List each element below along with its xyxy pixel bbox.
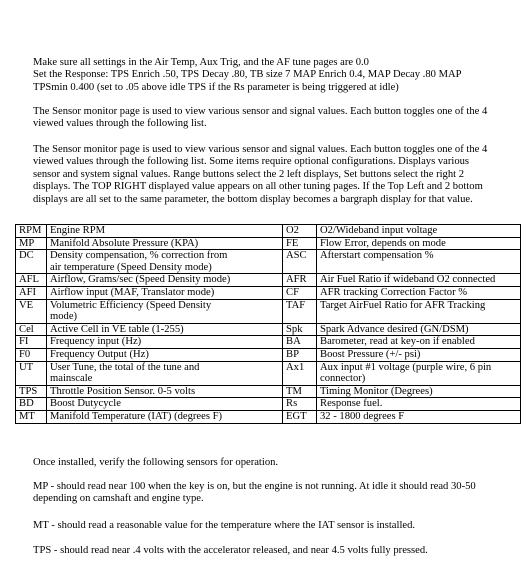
parameter-description bbox=[317, 336, 521, 349]
cell-line: Boost Dutycycle bbox=[50, 398, 121, 410]
parameter-description bbox=[47, 410, 283, 423]
text-line: viewed values through the following list. Some items require optional configurations. Displays various bbox=[33, 156, 470, 168]
parameter-description bbox=[47, 336, 283, 349]
parameter-code: TM bbox=[283, 385, 317, 398]
parameter-code: TPS bbox=[16, 385, 47, 398]
parameter-code: BD bbox=[16, 398, 47, 411]
parameter-code: RPM bbox=[16, 225, 47, 238]
cell-line: mainscale bbox=[50, 373, 93, 385]
parameter-description bbox=[317, 299, 521, 323]
text-line: The Sensor monitor page is used to view various sensor and signal values. Each button toggles one of the 4 bbox=[33, 144, 488, 155]
text-line: depending on camshaft and engine type. bbox=[33, 493, 204, 505]
cell-line: Throttle Position Sensor. 0-5 volts bbox=[50, 385, 196, 397]
settings-paragraph bbox=[33, 57, 525, 94]
cell-line: Spark Advance desired (GN/DSM) bbox=[320, 323, 469, 335]
parameter-code: DC bbox=[16, 250, 47, 274]
text-line: TPS - should read near .4 volts with the accelerator released, and near 4.5 volts fully pressed. bbox=[33, 545, 428, 556]
cell-line: Boost Pressure (+/- psi) bbox=[320, 348, 421, 360]
text-line: MT - should read a reasonable value for the temperature where the IAT sensor is installed. bbox=[33, 520, 416, 531]
text-line: TPSmin 0.400 (set to .05 above idle TPS if the Rs parameter is being triggered at idle) bbox=[33, 81, 399, 93]
table-row bbox=[16, 274, 521, 287]
cell-line: AFR tracking Correction Factor % bbox=[320, 286, 468, 298]
parameter-description bbox=[317, 250, 521, 274]
text-line: viewed values through the following list. bbox=[33, 118, 207, 130]
parameter-code: AFL bbox=[16, 274, 47, 287]
parameter-description bbox=[317, 323, 521, 336]
parameter-code: MP bbox=[16, 237, 47, 250]
parameter-code: O2 bbox=[283, 225, 317, 238]
tps-check-paragraph bbox=[33, 545, 525, 557]
cell-line: Timing Monitor (Degrees) bbox=[320, 385, 433, 397]
sensor-monitor-detail-paragraph bbox=[33, 144, 525, 206]
parameter-description bbox=[317, 225, 521, 238]
parameter-description bbox=[317, 237, 521, 250]
cell-line: Air Fuel Ratio if wideband O2 connected bbox=[320, 274, 496, 286]
table-row bbox=[16, 323, 521, 336]
text-line: MP - should read near 100 when the key is on, but the engine is not running. At idle it should read 30-50 bbox=[33, 481, 476, 492]
cell-line: Active Cell in VE table (1-255) bbox=[50, 323, 184, 335]
parameter-code: MT bbox=[16, 410, 47, 423]
parameter-code: CF bbox=[283, 286, 317, 299]
cell-line: Airflow input (MAF, Translator mode) bbox=[50, 286, 215, 298]
cell-line: User Tune, the total of the tune and bbox=[50, 361, 200, 373]
parameter-code: Ax1 bbox=[283, 361, 317, 385]
table-row bbox=[16, 385, 521, 398]
cell-line: Flow Error, depends on mode bbox=[320, 237, 446, 249]
cell-line: Afterstart compensation % bbox=[320, 250, 434, 262]
parameter-description bbox=[47, 250, 283, 274]
parameter-description bbox=[47, 361, 283, 385]
cell-line: Response fuel. bbox=[320, 398, 383, 410]
sensor-reference-table bbox=[15, 224, 521, 424]
cell-line: Manifold Temperature (IAT) (degrees F) bbox=[50, 410, 223, 422]
parameter-code: VE bbox=[16, 299, 47, 323]
table-row bbox=[16, 237, 521, 250]
parameter-description bbox=[317, 274, 521, 287]
text-line: displays. The TOP RIGHT displayed value appears on all other tuning pages. If the Top Left and 2 bottom bbox=[33, 181, 483, 193]
parameter-code: Rs bbox=[283, 398, 317, 411]
parameter-code: FE bbox=[283, 237, 317, 250]
parameter-code: F0 bbox=[16, 348, 47, 361]
table-row bbox=[16, 299, 521, 323]
text-line: Once installed, verify the following sensors for operation. bbox=[33, 457, 279, 468]
cell-line: Density compensation, % correction from bbox=[50, 250, 228, 262]
parameter-code: ASC bbox=[283, 250, 317, 274]
parameter-description bbox=[47, 274, 283, 287]
table-row bbox=[16, 250, 521, 274]
text-line: The Sensor monitor page is used to view various sensor and signal values. Each button toggles one of the 4 bbox=[33, 106, 488, 117]
text-line: Set the Response: TPS Enrich .50, TPS Decay .80, TB size 7 MAP Enrich 0.4, MAP Decay .80 MAP bbox=[33, 69, 462, 81]
parameter-code: Spk bbox=[283, 323, 317, 336]
parameter-code: TAF bbox=[283, 299, 317, 323]
parameter-description bbox=[47, 323, 283, 336]
parameter-code: UT bbox=[16, 361, 47, 385]
cell-line: Volumetric Efficiency (Speed Density bbox=[50, 299, 212, 311]
parameter-description bbox=[317, 286, 521, 299]
parameter-code: AFR bbox=[283, 274, 317, 287]
cell-line: Target AirFuel Ratio for AFR Tracking bbox=[320, 299, 486, 311]
table-row bbox=[16, 398, 521, 411]
cell-line: connector) bbox=[320, 373, 366, 385]
table-row bbox=[16, 348, 521, 361]
parameter-code: BP bbox=[283, 348, 317, 361]
table-row bbox=[16, 286, 521, 299]
cell-line: Airflow, Grams/sec (Speed Density mode) bbox=[50, 274, 231, 286]
parameter-code: Cel bbox=[16, 323, 47, 336]
once-installed-paragraph bbox=[33, 457, 525, 469]
parameter-description bbox=[317, 361, 521, 385]
text-line: displays are all set to the same parameter, the bottom display becomes a bargraph display for that value. bbox=[33, 193, 473, 205]
cell-line: mode) bbox=[50, 311, 78, 323]
cell-line: Frequency Output (Hz) bbox=[50, 348, 149, 360]
cell-line: Barometer, read at key-on if enabled bbox=[320, 336, 475, 348]
sensor-monitor-intro-paragraph bbox=[33, 106, 525, 131]
parameter-description bbox=[317, 398, 521, 411]
cell-line: Aux input #1 voltage (purple wire, 6 pin bbox=[320, 361, 492, 373]
parameter-description bbox=[47, 348, 283, 361]
mp-check-paragraph bbox=[33, 481, 525, 506]
cell-line: Engine RPM bbox=[50, 225, 106, 236]
table-row bbox=[16, 361, 521, 385]
parameter-description bbox=[47, 398, 283, 411]
parameter-description bbox=[317, 385, 521, 398]
parameter-description bbox=[47, 225, 283, 238]
parameter-code: FI bbox=[16, 336, 47, 349]
cell-line: Manifold Absolute Pressure (KPA) bbox=[50, 237, 199, 249]
mt-check-paragraph bbox=[33, 520, 525, 532]
text-line: sensor and system signal values. Range buttons select the 2 left displays, Set buttons select the right 2 bbox=[33, 168, 465, 180]
parameter-description bbox=[47, 286, 283, 299]
sensor-table-body bbox=[16, 225, 521, 424]
table-row bbox=[16, 336, 521, 349]
parameter-description bbox=[47, 385, 283, 398]
cell-line: Frequency input (Hz) bbox=[50, 336, 142, 348]
cell-line: O2/Wideband input voltage bbox=[320, 225, 438, 236]
cell-line: 32 - 1800 degrees F bbox=[320, 410, 405, 422]
table-row bbox=[16, 225, 521, 238]
parameter-description bbox=[317, 348, 521, 361]
parameter-code: AFI bbox=[16, 286, 47, 299]
cell-line: air temperature (Speed Density mode) bbox=[50, 261, 212, 273]
parameter-code: BA bbox=[283, 336, 317, 349]
parameter-description bbox=[317, 410, 521, 423]
text-line: Make sure all settings in the Air Temp, Aux Trig, and the AF tune pages are 0.0 bbox=[33, 57, 369, 68]
parameter-description bbox=[47, 299, 283, 323]
parameter-code: EGT bbox=[283, 410, 317, 423]
parameter-description bbox=[47, 237, 283, 250]
table-row bbox=[16, 410, 521, 423]
